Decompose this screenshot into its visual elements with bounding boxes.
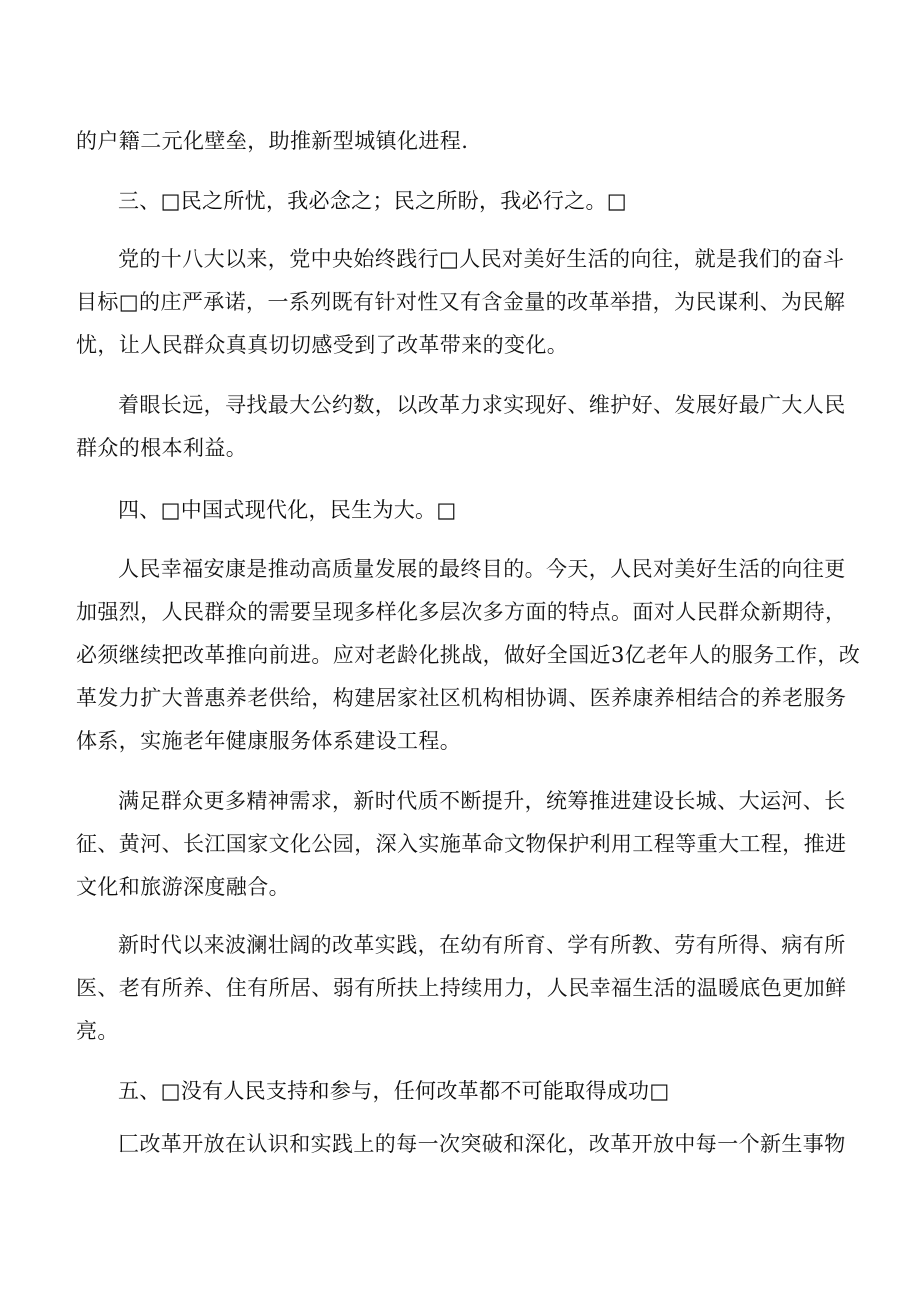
paragraph-line: 革发力扩大普惠养老供给，构建居家社区机构相协调、医养康养相结合的养老服务: [76, 686, 847, 710]
section-heading-4: 四、□中国式现代化，民生为大。□: [118, 498, 457, 522]
paragraph-line: 党的十八大以来，党中央始终践行□人民对美好生活的向往，就是我们的奋斗: [118, 247, 845, 271]
paragraph-line: 医、老有所养、住有所居、弱有所扶上持续用力，人民幸福生活的温暖底色更加鲜: [76, 976, 847, 1000]
section-heading-5: 五、□没有人民支持和参与，任何改革都不可能取得成功□: [118, 1079, 670, 1103]
paragraph-line: 的户籍二元化壁垒，助推新型城镇化进程.: [76, 129, 469, 153]
paragraph-line: 征、黄河、长江国家文化公园，深入实施革命文物保护利用工程等重大工程，推进: [76, 832, 847, 856]
paragraph-line: 目标□的庄严承诺，一系列既有针对性又有含金量的改革举措，为民谋利、为民解: [76, 290, 846, 314]
paragraph-line: 着眼长远，寻找最大公约数，以改革力求实现好、维护好、发展好最广大人民: [118, 393, 846, 417]
paragraph-line: 忧，让人民群众真真切切感受到了改革带来的变化。: [76, 333, 569, 357]
paragraph-line: 体系，实施老年健康服务体系建设工程。: [76, 729, 462, 753]
paragraph-line: 亮。: [76, 1019, 119, 1043]
paragraph-line: 新时代以来波澜壮阔的改革实践，在幼有所育、学有所教、劳有所得、病有所: [118, 933, 846, 957]
paragraph-line: 匚改革开放在认识和实践上的每一次突破和深化，改革开放中每一个新生事物: [118, 1132, 846, 1156]
paragraph-line: 群众的根本利益。: [76, 436, 248, 460]
paragraph-line: 必须继续把改革推向前进。应对老龄化挑战，做好全国近3亿老年人的服务工作，改: [76, 643, 861, 667]
paragraph-line: 人民幸福安康是推动高质量发展的最终目的。今天，人民对美好生活的向往更: [118, 557, 846, 581]
section-heading-3: 三、□民之所忧，我必念之；民之所盼，我必行之。□: [118, 189, 627, 213]
paragraph-line: 满足群众更多精神需求，新时代质不断提升，统筹推进建设长城、大运河、长: [118, 789, 846, 813]
paragraph-line: 文化和旅游深度融合。: [76, 875, 290, 899]
paragraph-line: 加强烈，人民群众的需要呈现多样化多层次多方面的特点。面对人民群众新期待，: [76, 600, 847, 624]
